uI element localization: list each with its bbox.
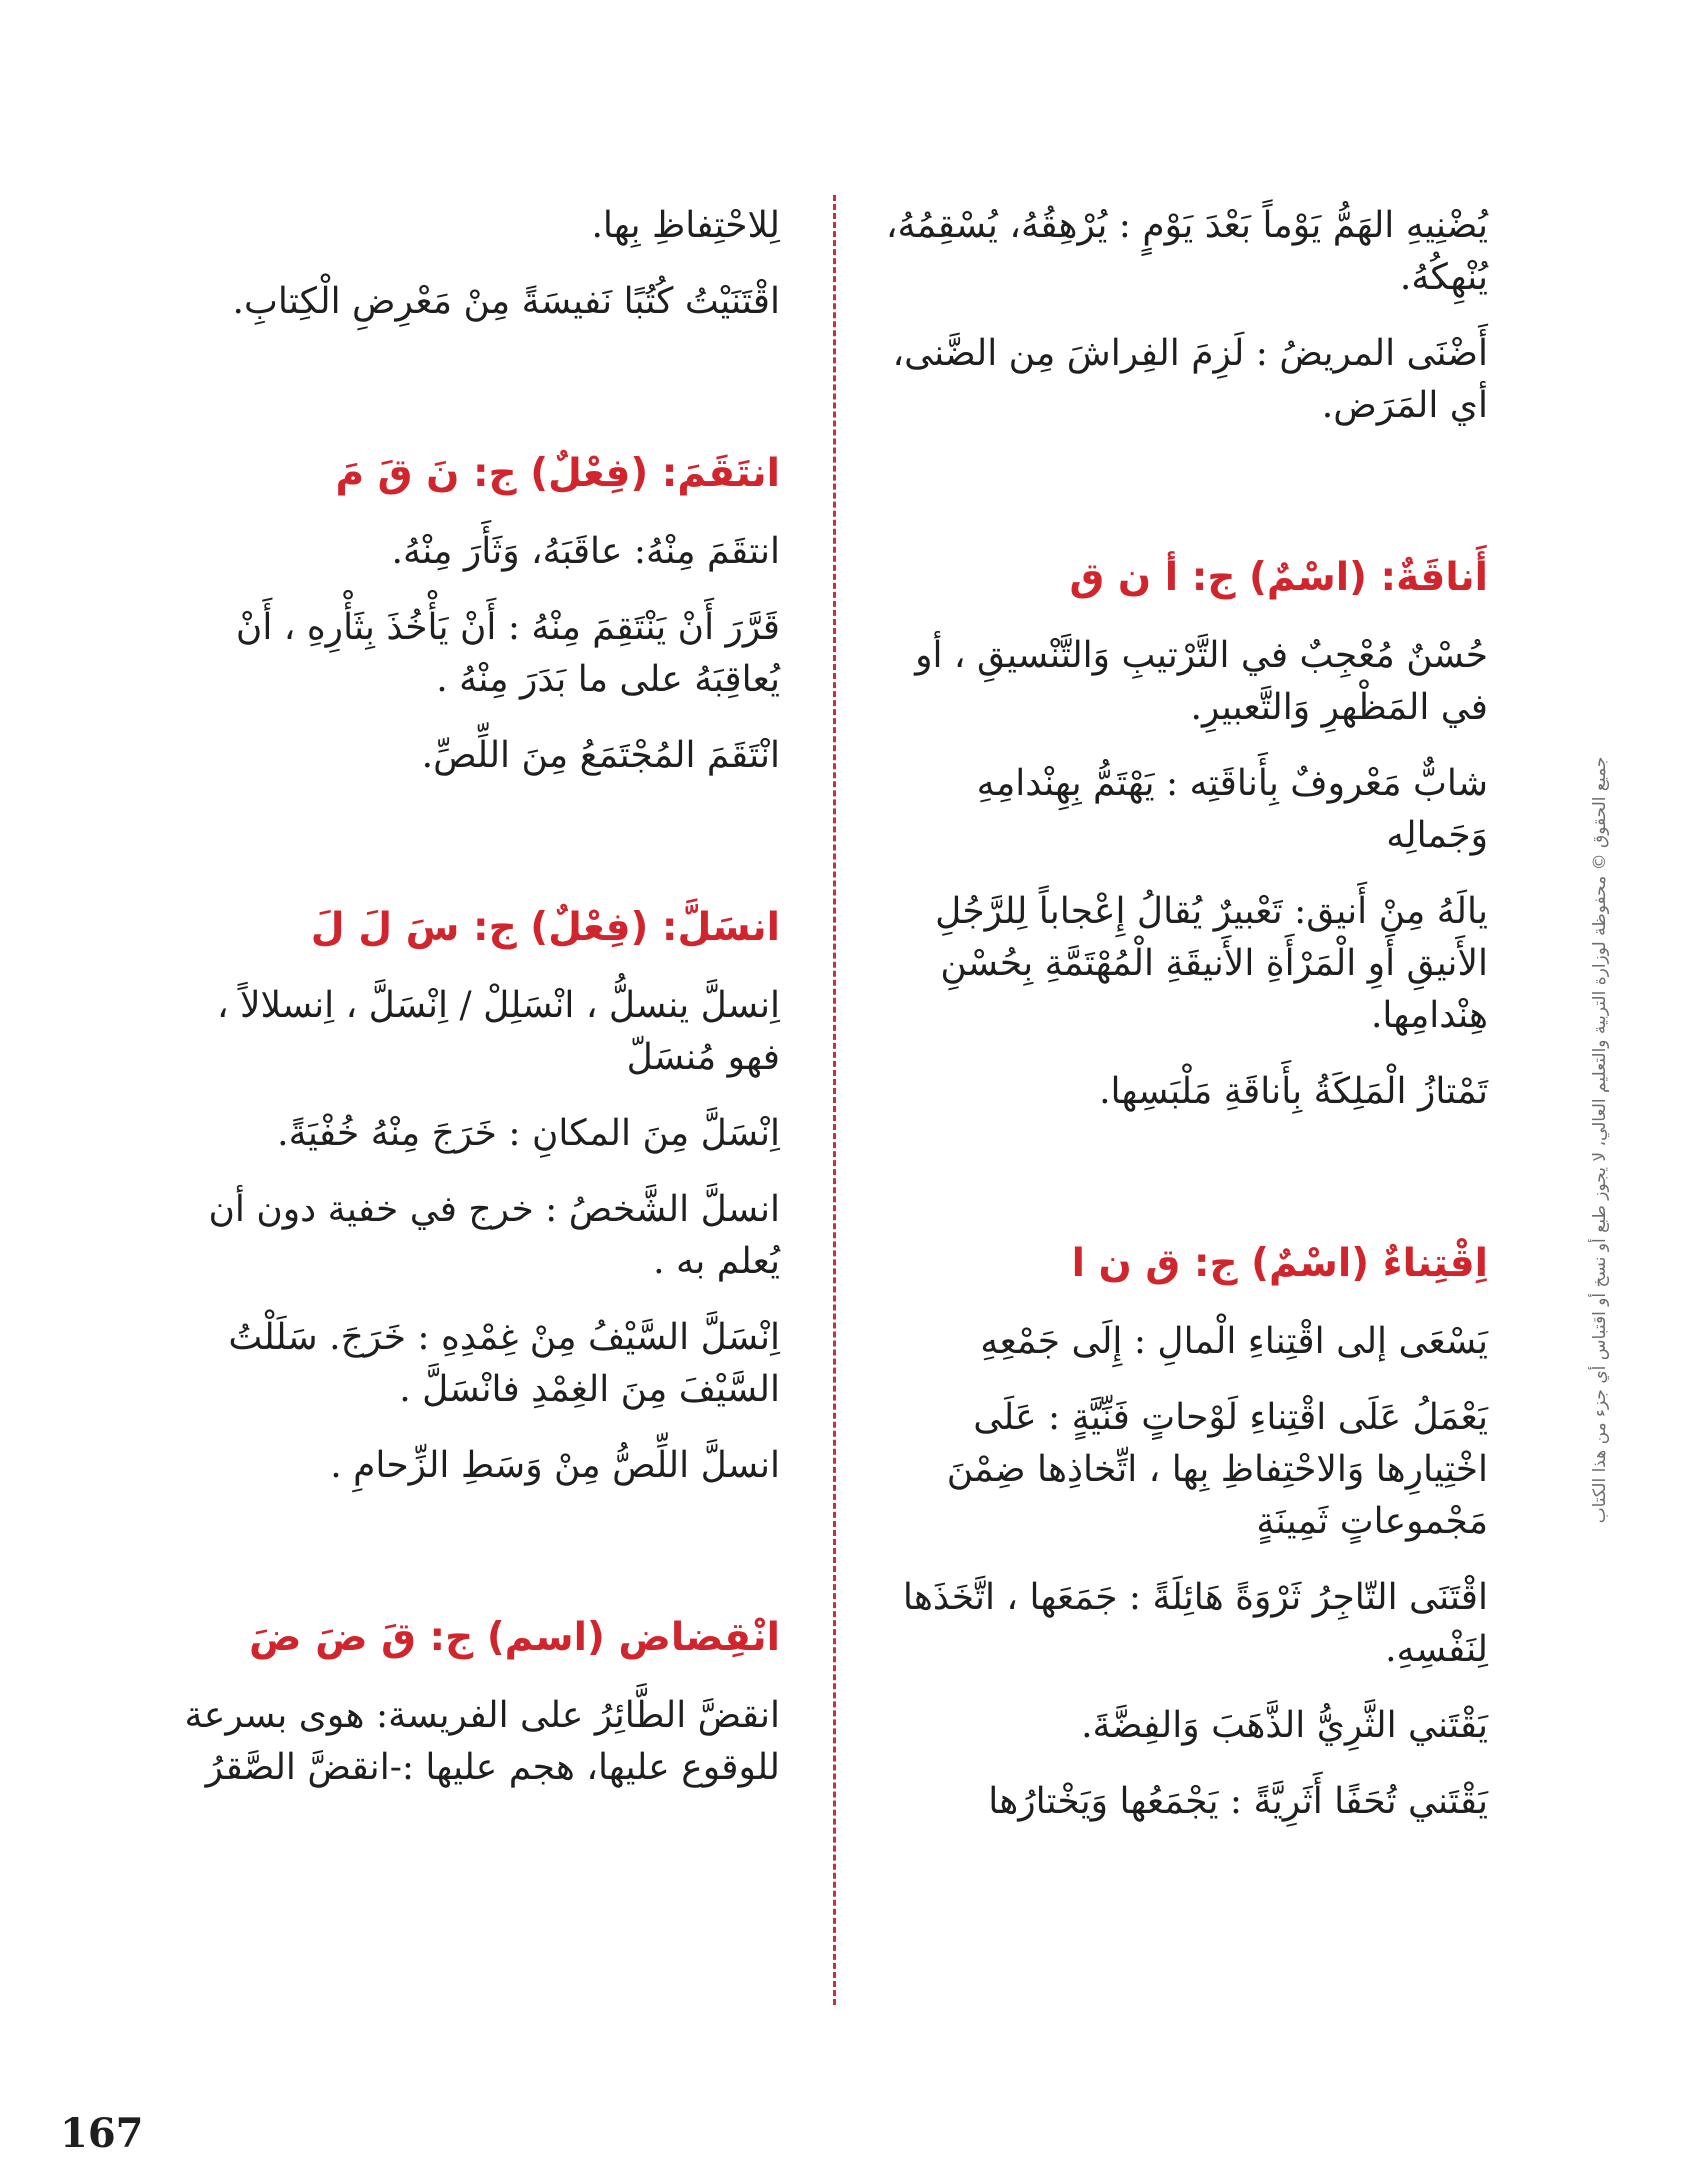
example-line: اِنْسَلَّ السَّيْفُ مِنْ غِمْدِهِ : خَرَجَ. سَلَلْتُ السَّيْفَ مِنَ الغِمْدِ فانْسَلَّ . [228,1317,780,1410]
example-line: اِنْسَلَّ مِنَ المكانِ : خَرَجَ مِنْهُ خُفْيَةً. [277,1113,780,1154]
column-divider [833,195,836,2005]
definition-line: حُسْنٌ مُعْجِبٌ في التَّرْتيبِ وَالتَّنْسيقِ ، أو في المَظْهرِ وَالتَّعبيرِ. [915,635,1488,728]
headword: أَناقَةٌ: (اسْمٌ) ج: أ ن ق [1069,555,1488,600]
left-column [165,200,780,1818]
headword: انسَلَّ: (فِعْلٌ) ج: سَ لَ لَ [310,905,780,950]
example-line: يَسْعَى إلى اقْتِناءِ الْمالِ : إِلَى جَمْعِهِ [980,1321,1488,1362]
headword: اِقْتِناءٌ (اسْمٌ) ج: ق ن ا [1071,1241,1488,1286]
definition-line: انتقَمَ مِنْهُ: عاقَبَهُ، وَثَأَرَ مِنْهُ. [391,531,780,572]
page-number: 167 [60,2110,144,2157]
copyright-side-note: جميع الحقوق © محفوظة لوزارة التربية والتعليم العالي، لا يجوز طبع أو نسخ أو اقتباس أي جزء من هذا الكتاب [1590,756,1610,1524]
entry-insalla [165,898,780,1492]
example-line: اقْتَنَيْتُ كُتُبًا نَفيسَةً مِنْ مَعْرِضِ الْكِتابِ. [232,281,780,322]
definition-line: انقضَّ الطَّائِرُ على الفريسة: هوى بسرعة للوقوع عليها، هجم عليها :-انقضَّ الصَّقرُ [184,1695,780,1788]
definition-line: اِنسلَّ ينسلُّ ، انْسَلِلْ / اِنْسَلَّ ، اِنسلالاً ، فهو مُنسَلّ [216,985,780,1078]
example-line: انسلَّ الشَّخصُ : خرج في خفية دون أن يُعلم به . [208,1189,780,1282]
example-line: انْتَقَمَ المُجْتَمَعُ مِنَ اللِّصِّ. [421,735,780,776]
entry-iqtinaa [868,1234,1488,1828]
definition-line: يُضْنِيهِ الهَمُّ يَوْماً بَعْدَ يَوْمٍ : يُرْهِقُهُ، يُسْقِمُهُ، يُنْهِكُهُ. [885,205,1488,298]
entry-inqidad [165,1608,780,1794]
example-line: تَمْتازُ الْمَلِكَةُ بِأَناقَةِ مَلْبَسِها. [1099,1071,1488,1112]
entry-anaqa [868,548,1488,1118]
entry-intaqama [165,444,780,782]
example-line: يَقْتَني الثَّرِيُّ الذَّهَبَ وَالفِضَّةَ. [1081,1705,1488,1746]
example-line: يالَهُ مِنْ أَنيق: تَعْبيرٌ يُقالُ إِعْجاباً لِلرَّجُلِ الأَنيقِ أَوِ الْمَرْأَةِ الأَنيقَةِ الْمُهْتَمَّةِ بِحُسْنِ هِنْدامِها. [935,891,1488,1036]
definition-line: لِلاحْتِفاظِ بِها. [591,205,780,246]
example-line: قَرَّرَ أَنْ يَنْتَقِمَ مِنْهُ : أَنْ يَأْخُذَ بِثَأْرِهِ ، أَنْ يُعاقِبَهُ على ما بَدَرَ مِنْهُ . [235,607,780,700]
example-line: يَعْمَلُ عَلَى اقْتِناءِ لَوْحاتٍ فَنِّيَّةٍ : عَلَى اخْتِيارِها وَالاحْتِفاظِ بِها ، اتِّخاذِها ضِمْنَ مَجْموعاتٍ ثَمِينَةٍ [946,1397,1488,1542]
example-line: شابٌّ مَعْروفٌ بِأَناقَتِه : يَهْتَمُّ بِهِنْدامِهِ وَجَمالِه [976,763,1488,856]
right-column [868,200,1488,1852]
definition-line: أَضْنَى المريضُ : لَزِمَ الفِراشَ مِن الضَّنى، أي المَرَض. [892,333,1488,426]
example-line: اقْتَنَى التّاجِرُ ثَرْوَةً هَائِلَةً : جَمَعَها ، اتَّخَذَها لِنَفْسِهِ. [902,1577,1488,1670]
headword: انتَقَمَ: (فِعْلٌ) ج: نَ قَ مَ [335,451,780,496]
headword: انْقِضاض (اسم) ج: قَ ضَ ضَ [249,1615,780,1660]
example-line: انسلَّ اللِّصُّ مِنْ وَسَطِ الزِّحامِ . [330,1445,780,1486]
example-line: يَقْتَني تُحَفًا أَثَرِيَّةً : يَجْمَعُها وَيَخْتارُها [988,1781,1488,1822]
